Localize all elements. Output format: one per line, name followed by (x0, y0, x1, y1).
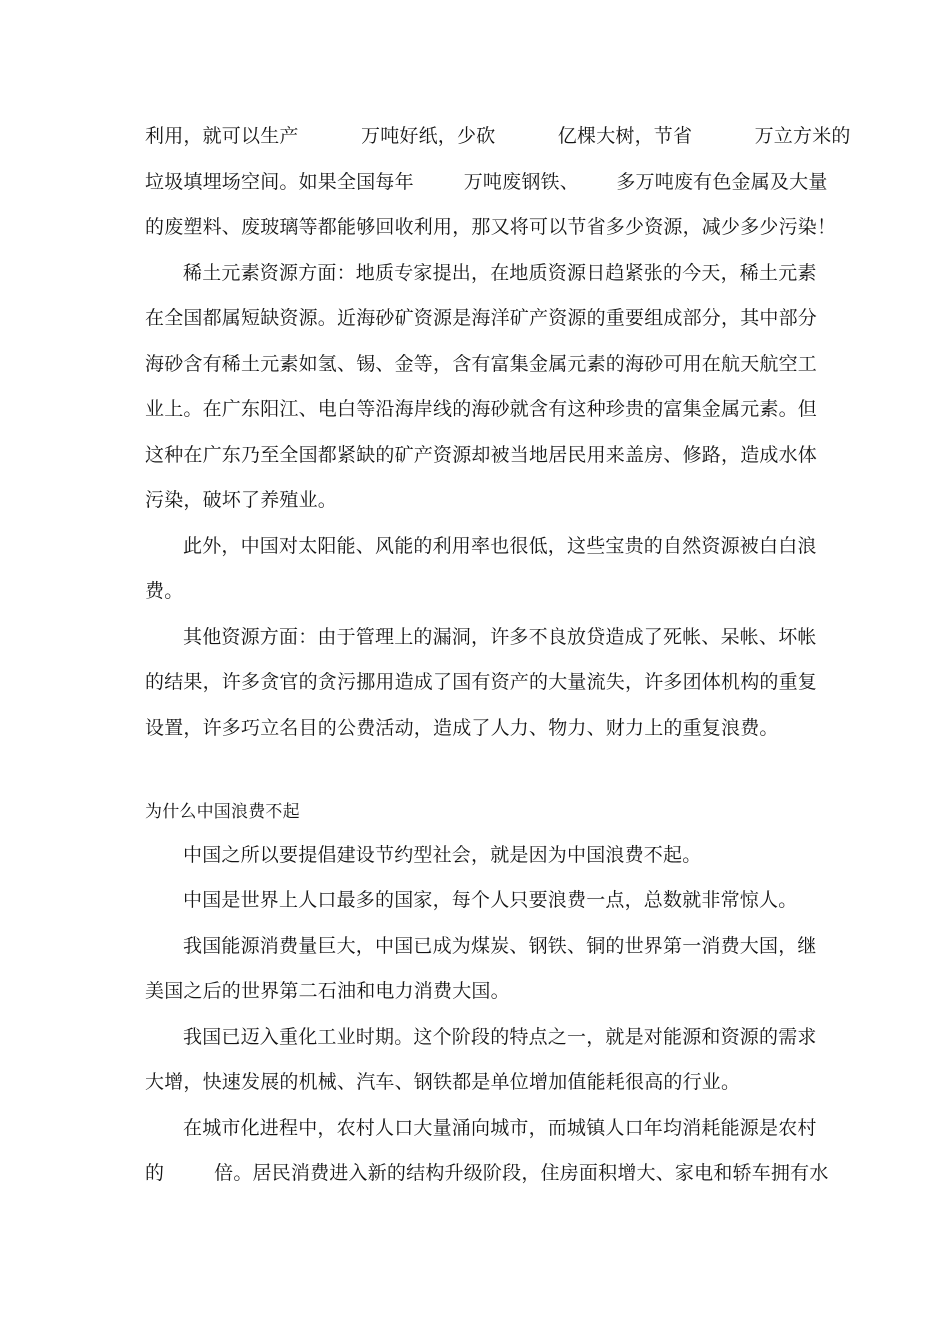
text-line: 海砂含有稀土元素如氢、锡、金等，含有富集金属元素的海砂可用在航天航空工 (145, 353, 818, 375)
paragraph-first-line: 其他资源方面：由于管理上的漏洞，许多不良放贷造成了死帐、呆帐、坏帐 (183, 626, 817, 648)
paragraph-first-line: 中国之所以要提倡建设节约型社会，就是因为中国浪费不起。 (183, 844, 702, 866)
text-line: 大增，快速发展的机械、汽车、钢铁都是单位增加值能耗很高的行业。 (145, 1071, 741, 1093)
text-line: 在全国都属短缺资源。近海砂矿资源是海洋矿产资源的重要组成部分，其中部分 (145, 307, 818, 329)
section-heading: 为什么中国浪费不起 (145, 802, 300, 822)
text-line: 费。 (145, 580, 184, 602)
text-line: 污染，破坏了养殖业。 (145, 489, 338, 511)
text-line: 这种在广东乃至全国都紧缺的矿产资源却被当地居民用来盖房、修路，造成水体 (145, 444, 818, 466)
text-line: 垃圾填埋场空间。如果全国每年 万吨废钢铁、 多万吨废有色金属及大量 (145, 171, 828, 193)
paragraph-first-line: 我国已迈入重化工业时期。这个阶段的特点之一，就是对能源和资源的需求 (183, 1026, 817, 1048)
text-line: 的结果，许多贪官的贪污挪用造成了国有资产的大量流失，许多团体机构的重复 (145, 671, 818, 693)
text-line: 业上。在广东阳江、电白等沿海岸线的海砂就含有这种珍贵的富集金属元素。但 (145, 398, 818, 420)
paragraph-first-line: 中国是世界上人口最多的国家，每个人只要浪费一点，总数就非常惊人。 (183, 889, 798, 911)
text-line: 的 倍。居民消费进入新的结构升级阶段，住房面积增大、家电和轿车拥有水 (145, 1162, 829, 1184)
text-line: 的废塑料、废玻璃等都能够回收利用，那又将可以节省多少资源，减少多少污染！ (145, 216, 837, 238)
text-line: 利用，就可以生产 万吨好纸，少砍 亿棵大树，节省 万立方米的 (145, 125, 851, 147)
text-line: 美国之后的世界第二石油和电力消费大国。 (145, 980, 510, 1002)
paragraph-first-line: 此外，中国对太阳能、风能的利用率也很低，这些宝贵的自然资源被白白浪 (183, 535, 817, 557)
paragraph-first-line: 稀土元素资源方面：地质专家提出，在地质资源日趋紧张的今天，稀土元素 (183, 262, 817, 284)
paragraph-first-line: 我国能源消费量巨大，中国已成为煤炭、钢铁、铜的世界第一消费大国，继 (183, 935, 817, 957)
paragraph-first-line: 在城市化进程中，农村人口大量涌向城市，而城镇人口年均消耗能源是农村 (183, 1117, 817, 1139)
text-line: 设置，许多巧立名目的公费活动，造成了人力、物力、财力上的重复浪费。 (145, 717, 779, 739)
